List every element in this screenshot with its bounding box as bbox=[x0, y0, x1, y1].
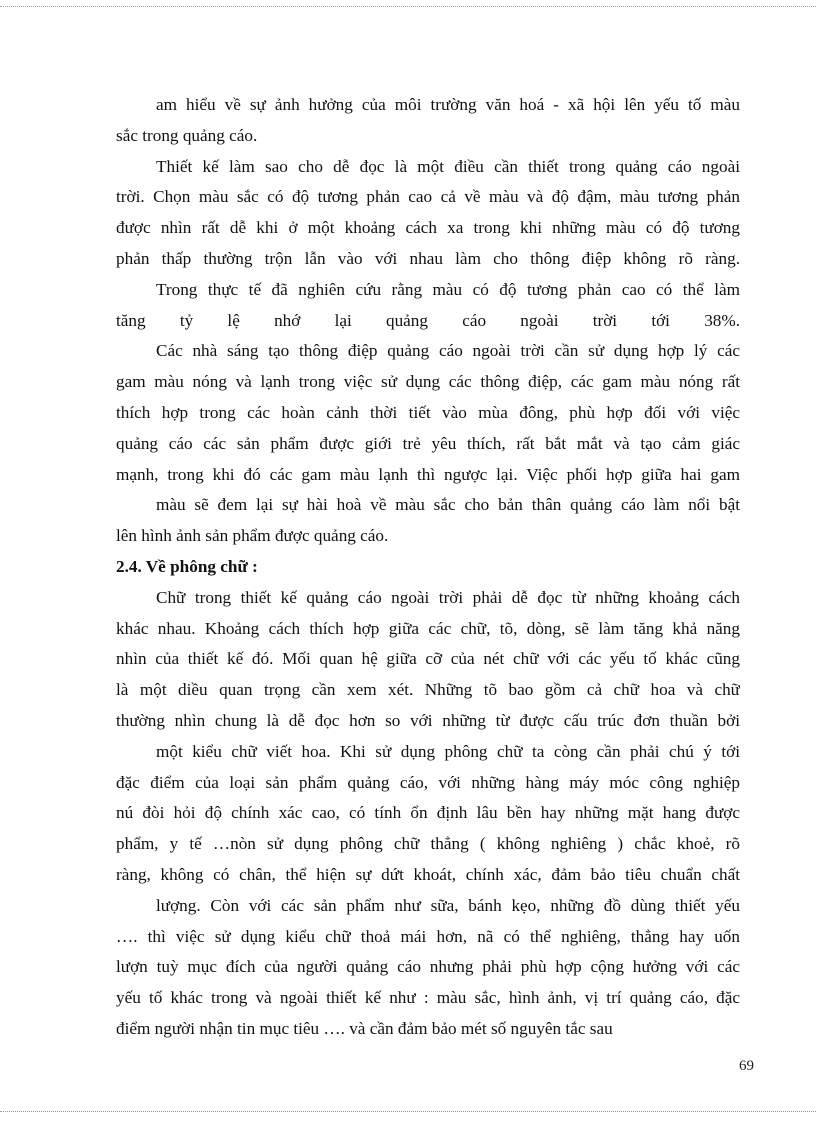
paragraph-line: yếu tố khác trong và ngoài thiết kế như : màu sắc, hình ảnh, vị trí quảng cáo, đặc bbox=[116, 988, 740, 1008]
paragraph-line: ràng, không có chân, thể hiện sự dứt khoát, chính xác, đảm bảo tiêu chuẩn chất bbox=[116, 864, 740, 884]
paragraph-line: một kiểu chữ viết hoa. Khi sử dụng phông chữ ta còng cần phải chú ý tới bbox=[156, 741, 740, 761]
paragraph-line: trời. Chọn màu sắc có độ tương phản cao cả về màu và độ đậm, màu tương phản bbox=[116, 187, 740, 207]
paragraph-line: Các nhà sáng tạo thông điệp quảng cáo ngoài trời cần sử dụng hợp lý các bbox=[156, 341, 740, 361]
page-number: 69 bbox=[739, 1058, 754, 1074]
paragraph-line: nú đòi hỏi độ chính xác cao, có tính ổn định lâu bền hay những mặt hang được bbox=[116, 803, 740, 823]
paragraph-line: gam màu nóng và lạnh trong việc sử dụng các thông điệp, các gam màu nóng rất bbox=[116, 372, 740, 392]
paragraph-line: phẩm, y tế …nòn sử dụng phông chữ thẳng ( không nghiêng ) chắc khoẻ, rõ bbox=[116, 834, 740, 854]
paragraph-line: nhìn của thiết kế đó. Mối quan hệ giữa cỡ của nét chữ với các yếu tố khác cũng bbox=[116, 649, 740, 669]
paragraph-line: am hiểu về sự ảnh hưởng của môi trường văn hoá - xã hội lên yếu tố màu bbox=[156, 95, 740, 114]
document-body bbox=[116, 90, 740, 1045]
paragraph-line: thường nhìn chung là dễ đọc hơn so với những từ được cấu trúc đơn thuần bởi bbox=[116, 710, 740, 730]
paragraph-line: quảng cáo các sản phẩm được giới trẻ yêu thích, rất bắt mắt và tạo cảm giác bbox=[116, 433, 740, 453]
paragraph-line: khác nhau. Khoảng cách thích hợp giữa các chữ, tõ, dòng, sẽ làm tăng khả năng bbox=[116, 618, 740, 638]
paragraph-line: lượn tuỳ mục đích của người quảng cáo nhưng phải phù hợp cộng hưởng với các bbox=[116, 957, 740, 977]
paragraph-line: Trong thực tế đã nghiên cứu rằng màu có độ tương phản cao có thể làm bbox=[156, 279, 740, 299]
paragraph-line: sắc trong quảng cáo. bbox=[116, 125, 258, 145]
paragraph-line: Thiết kế làm sao cho dễ đọc là một điều cần thiết trong quảng cáo ngoài bbox=[156, 156, 740, 176]
page-top-border bbox=[0, 6, 816, 7]
paragraph-line: tăng tỷ lệ nhớ lại quảng cáo ngoài trời tới 38%. bbox=[116, 310, 740, 330]
paragraph-line: là một diều quan trọng cần xem xét. Những tõ bao gồm cả chữ hoa và chữ bbox=[116, 680, 740, 700]
section-heading: 2.4. Về phông chữ : bbox=[116, 556, 258, 576]
paragraph-line: phản thấp thường trộn lẫn vào với nhau làm cho thông điệp không rõ ràng. bbox=[116, 248, 740, 268]
paragraph-line: đặc điểm của loại sản phẩm quảng cáo, với những hàng máy móc công nghiệp bbox=[116, 772, 740, 792]
paragraph-line: điểm người nhận tin mục tiêu …. và cần đảm bảo mét số nguyên tắc sau bbox=[116, 1018, 613, 1038]
page-bottom-border bbox=[0, 1111, 816, 1112]
paragraph-line: mạnh, trong khi đó các gam màu lạnh thì ngược lại. Việc phối hợp giữa hai gam bbox=[116, 464, 740, 484]
paragraph-line: được nhìn rất dễ khi ở một khoảng cách xa trong khi những màu có độ tương bbox=[116, 218, 740, 238]
paragraph-line: Chữ trong thiết kế quảng cáo ngoài trời phải dễ đọc từ những khoảng cách bbox=[156, 587, 740, 607]
paragraph-line: màu sẽ đem lại sự hài hoà về màu sắc cho bản thân quảng cáo làm nổi bật bbox=[156, 495, 740, 515]
paragraph-line: thích hợp trong các hoàn cảnh thời tiết vào mùa đông, phù hợp đối với việc bbox=[116, 402, 740, 422]
paragraph-line: …. thì việc sử dụng kiểu chữ thoả mái hơn, nã có thể nghiêng, thẳng hay uốn bbox=[116, 926, 740, 946]
paragraph-line: lượng. Còn với các sản phẩm như sữa, bánh kẹo, những đồ dùng thiết yếu bbox=[156, 895, 740, 915]
paragraph-line: lên hình ảnh sản phẩm được quảng cáo. bbox=[116, 526, 389, 546]
